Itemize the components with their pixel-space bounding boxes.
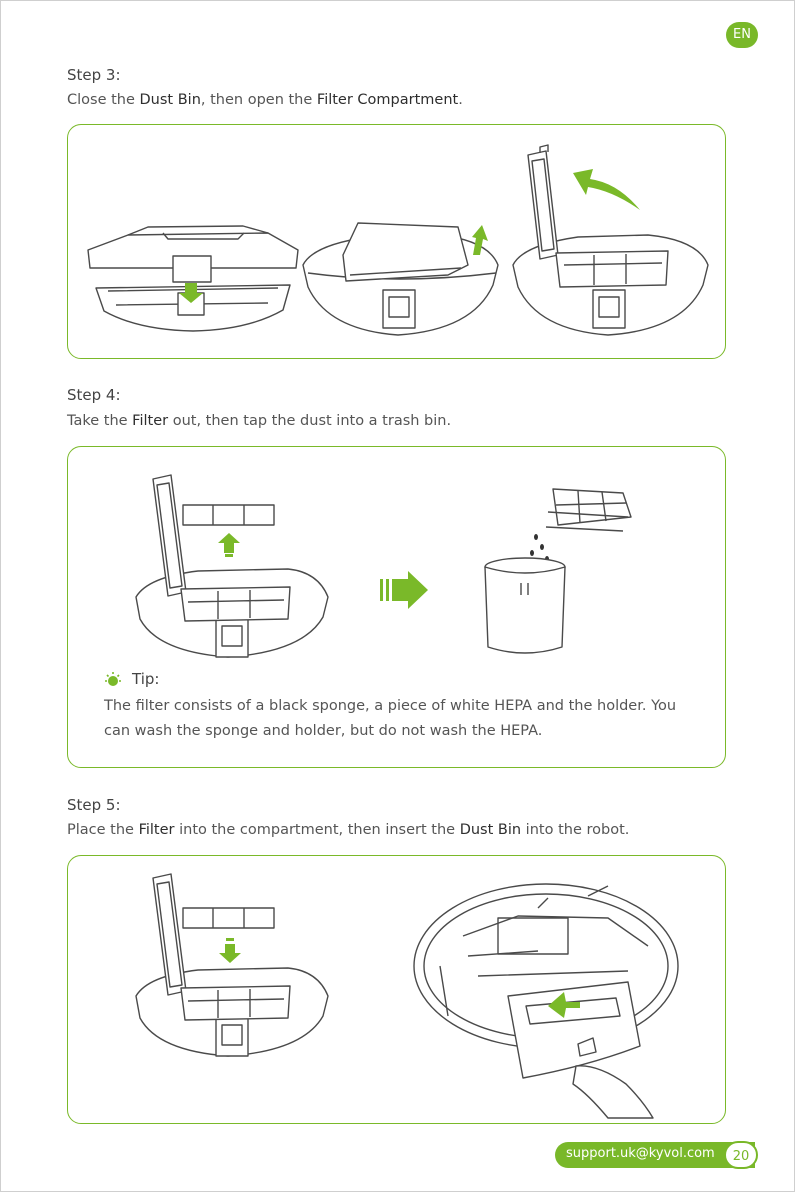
dust-bin-closing-illustration — [88, 226, 298, 331]
tip-body: The filter consists of a black sponge, a piece of white HEPA and the holder. You can wash the sponge and holder, but do not wash the HEPA. — [104, 698, 677, 739]
step3-instruction — [67, 92, 463, 108]
filter-compartment-open-illustration — [513, 145, 708, 335]
step5-filter-term: Filter — [138, 822, 175, 838]
step3-illustration-panel — [67, 124, 726, 359]
step3-text-after: . — [458, 92, 463, 108]
step5-text-middle: into the compartment, then insert the — [174, 822, 460, 838]
arrow-right-indicator — [380, 571, 428, 609]
step5-dust-bin-term: Dust Bin — [459, 822, 522, 838]
step4-text-before: Take the — [67, 413, 133, 429]
trash-bin-illustration — [485, 489, 631, 653]
step4-filter-term: Filter — [132, 413, 169, 429]
step5-text-after: into the robot. — [521, 822, 630, 838]
arrow-down-icon — [219, 944, 241, 963]
step4-text-after: out, then tap the dust into a trash bin. — [168, 413, 452, 429]
step3-title: Step 3: — [67, 66, 121, 84]
step3-text-before: Close the — [67, 92, 140, 108]
dust-bin-insertion-illustration — [414, 884, 678, 1118]
step3-illustration — [68, 125, 725, 358]
step5-instruction — [67, 822, 629, 838]
step4-title: Step 4: — [67, 386, 121, 404]
lightbulb-icon — [103, 671, 123, 689]
step4-instruction — [67, 413, 451, 429]
step5-title: Step 5: — [67, 796, 121, 814]
step3-filter-compartment-term: Filter Compartment — [316, 92, 459, 108]
arrow-right-icon — [392, 571, 428, 609]
arrow-up-icon — [218, 533, 240, 553]
step4-illustration — [68, 447, 725, 662]
page-number: 20 — [724, 1141, 758, 1169]
arrow-curved-icon — [573, 169, 640, 210]
step5-text-before: Place the — [67, 822, 139, 838]
step3-dust-bin-term: Dust Bin — [139, 92, 201, 108]
step5-illustration — [68, 856, 725, 1123]
step3-text-middle: , then open the — [200, 92, 317, 108]
language-badge: EN — [726, 22, 758, 48]
filter-insertion-illustration — [136, 874, 328, 1056]
filter-removal-illustration — [136, 475, 328, 657]
tip-label: Tip: — [132, 670, 160, 688]
support-email-link[interactable]: support.uk@kyvol.com — [566, 1146, 715, 1161]
filter-cover-lifting-illustration — [303, 223, 498, 335]
step5-illustration-panel — [67, 855, 726, 1124]
